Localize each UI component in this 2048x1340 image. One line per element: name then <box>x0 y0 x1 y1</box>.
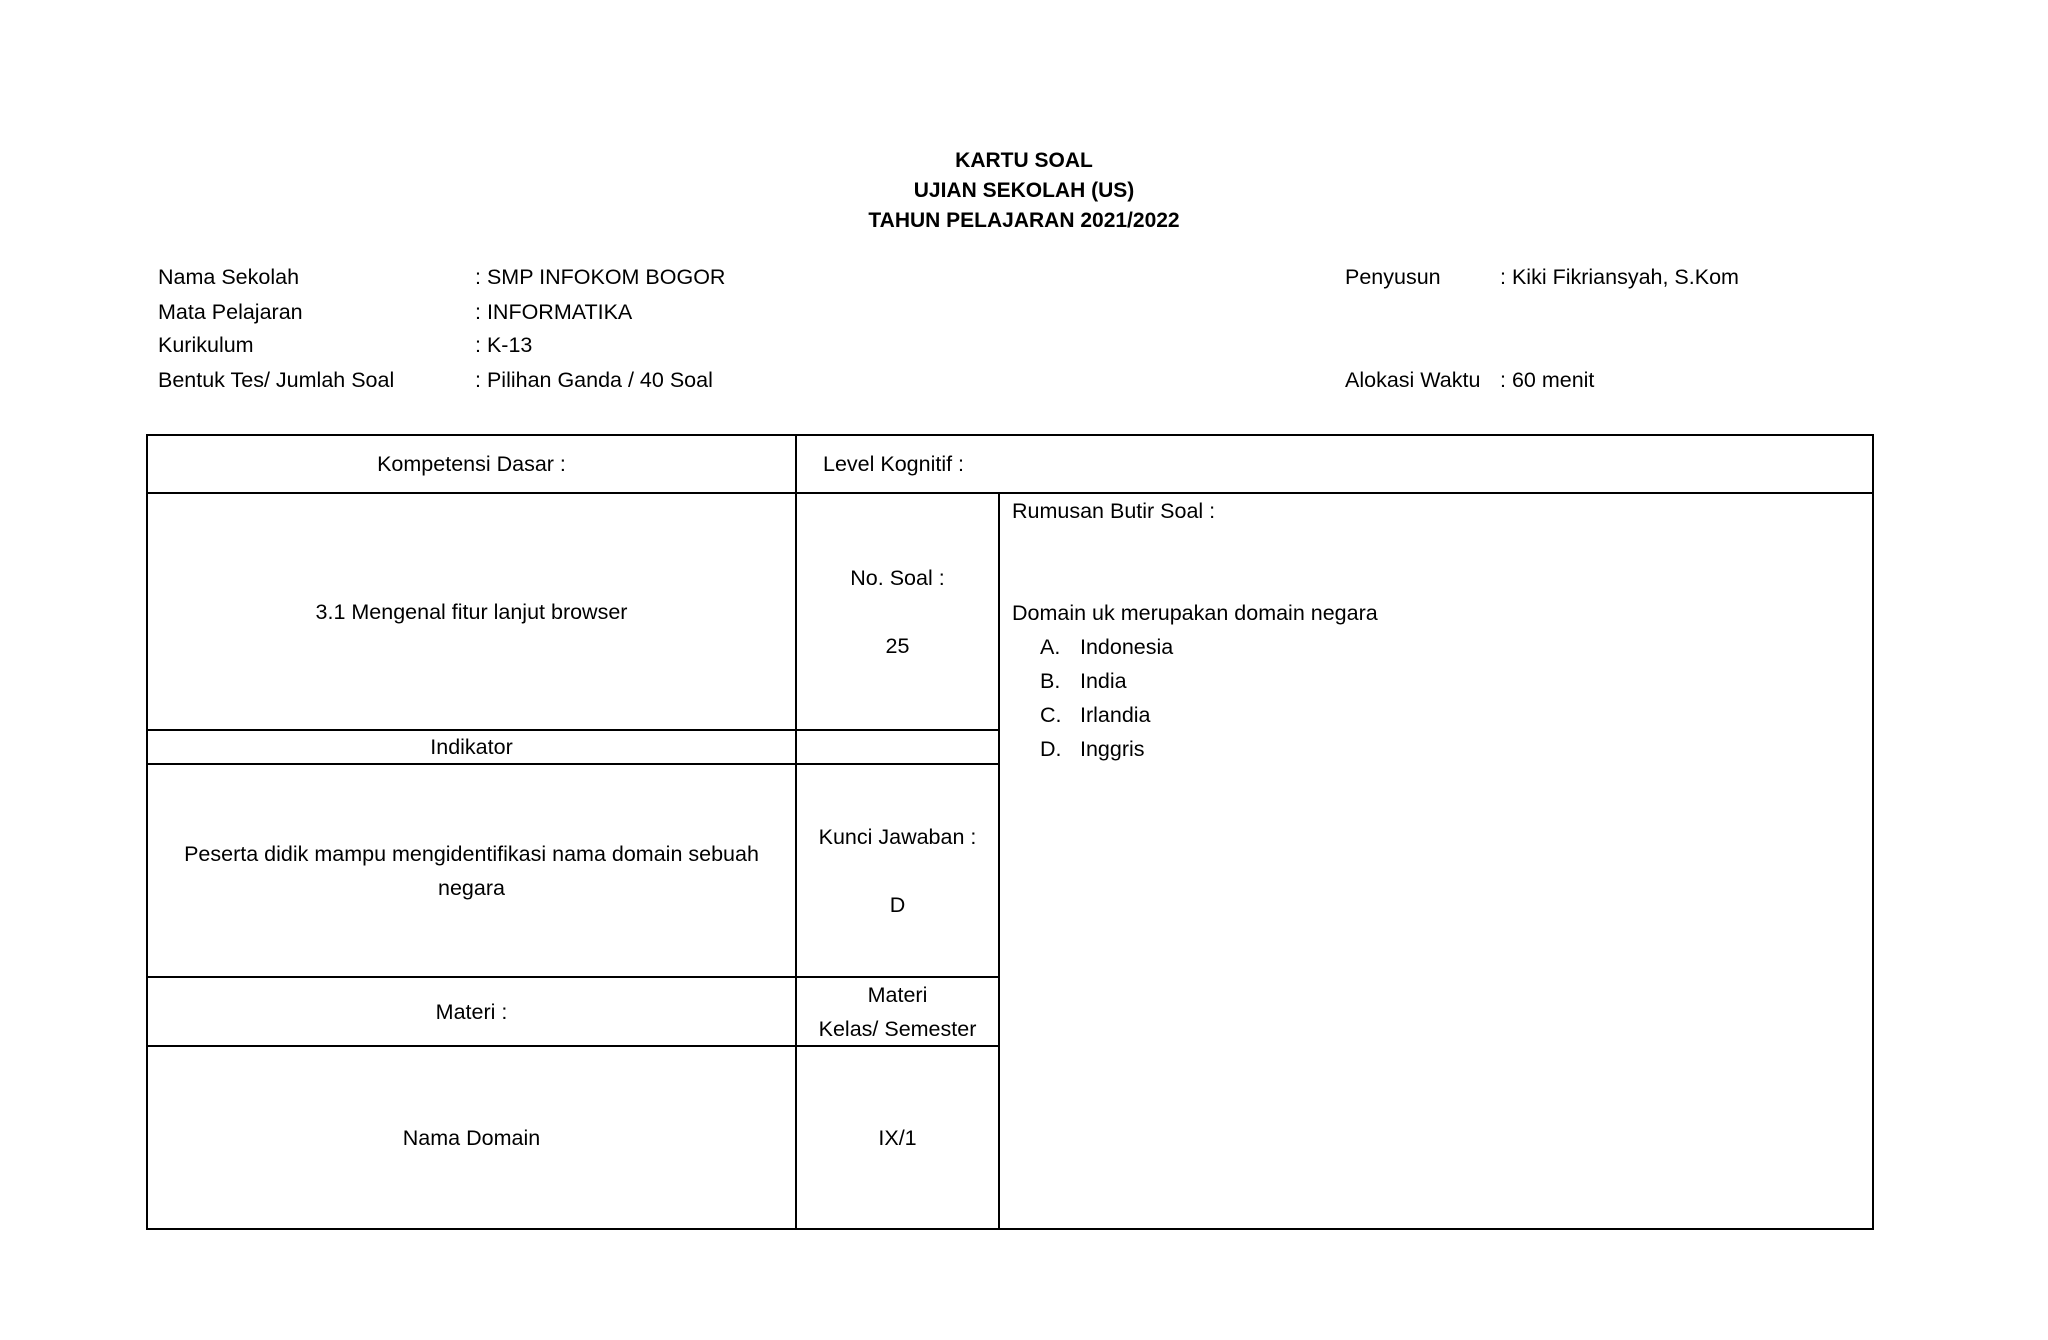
subject-label: Mata Pelajaran <box>158 300 303 324</box>
rumusan-butir-soal-label: Rumusan Butir Soal : <box>1012 499 1216 523</box>
option-text: Inggris <box>1080 737 1145 761</box>
materi-label: Materi : <box>435 999 508 1024</box>
option-c <box>1012 698 1862 732</box>
school-label: Nama Sekolah <box>158 265 300 289</box>
indikator-value: Peserta didik mampu mengidentifikasi nama domain sebuah negara <box>184 841 759 900</box>
question-area <box>1012 494 1862 766</box>
time-allocation-value: : 60 menit <box>1500 368 1595 392</box>
option-a <box>1012 630 1862 664</box>
kd-value: 3.1 Mengenal fitur lanjut browser <box>315 599 628 624</box>
option-letter: B. <box>1040 669 1061 693</box>
author-label: Penyusun <box>1345 265 1441 289</box>
test-type-value: : Pilihan Ganda / 40 Soal <box>475 368 713 392</box>
school-value: : SMP INFOKOM BOGOR <box>475 265 726 289</box>
option-letter: C. <box>1040 703 1062 727</box>
question-text: Domain uk merupakan domain negara <box>1012 601 1378 625</box>
materi-kelas-line1: Materi <box>867 982 928 1007</box>
option-letter: D. <box>1040 737 1062 761</box>
author-value: : Kiki Fikriansyah, S.Kom <box>1500 265 1739 289</box>
option-b <box>1012 664 1862 698</box>
curriculum-label: Kurikulum <box>158 333 254 357</box>
kd-header: Kompetensi Dasar : <box>377 452 566 476</box>
column-divider-right <box>998 492 1000 1230</box>
no-soal-value: 25 <box>885 633 910 658</box>
title-line-kartu-soal: KARTU SOAL <box>955 149 1093 172</box>
indikator-label: Indikator <box>430 735 513 759</box>
no-soal-label: No. Soal : <box>850 565 945 590</box>
option-d <box>1012 732 1862 766</box>
subject-value: : INFORMATIKA <box>475 300 633 324</box>
option-letter: A. <box>1040 635 1061 659</box>
answer-options <box>1012 630 1862 766</box>
option-text: India <box>1080 669 1127 693</box>
level-kognitif-header: Level Kognitif : <box>823 452 965 476</box>
materi-kelas-header <box>797 978 998 1045</box>
option-text: Irlandia <box>1080 703 1151 727</box>
time-allocation-label: Alokasi Waktu <box>1345 368 1481 392</box>
document-title <box>0 146 2048 236</box>
option-text: Indonesia <box>1080 635 1174 659</box>
curriculum-value: : K-13 <box>475 333 533 357</box>
title-line-ujian-sekolah: UJIAN SEKOLAH (US) <box>913 179 1135 202</box>
materi-value: Nama Domain <box>402 1125 541 1150</box>
title-line-tahun-pelajaran: TAHUN PELAJARAN 2021/2022 <box>868 209 1180 232</box>
test-type-label: Bentuk Tes/ Jumlah Soal <box>158 368 395 392</box>
kelas-semester-value: IX/1 <box>878 1125 917 1150</box>
materi-kelas-line2: Kelas/ Semester <box>818 1016 977 1041</box>
kunci-jawaban-cell <box>797 765 998 976</box>
kunci-jawaban-value: D <box>889 892 906 917</box>
no-soal-cell <box>797 494 998 729</box>
kunci-jawaban-label: Kunci Jawaban : <box>818 824 977 849</box>
